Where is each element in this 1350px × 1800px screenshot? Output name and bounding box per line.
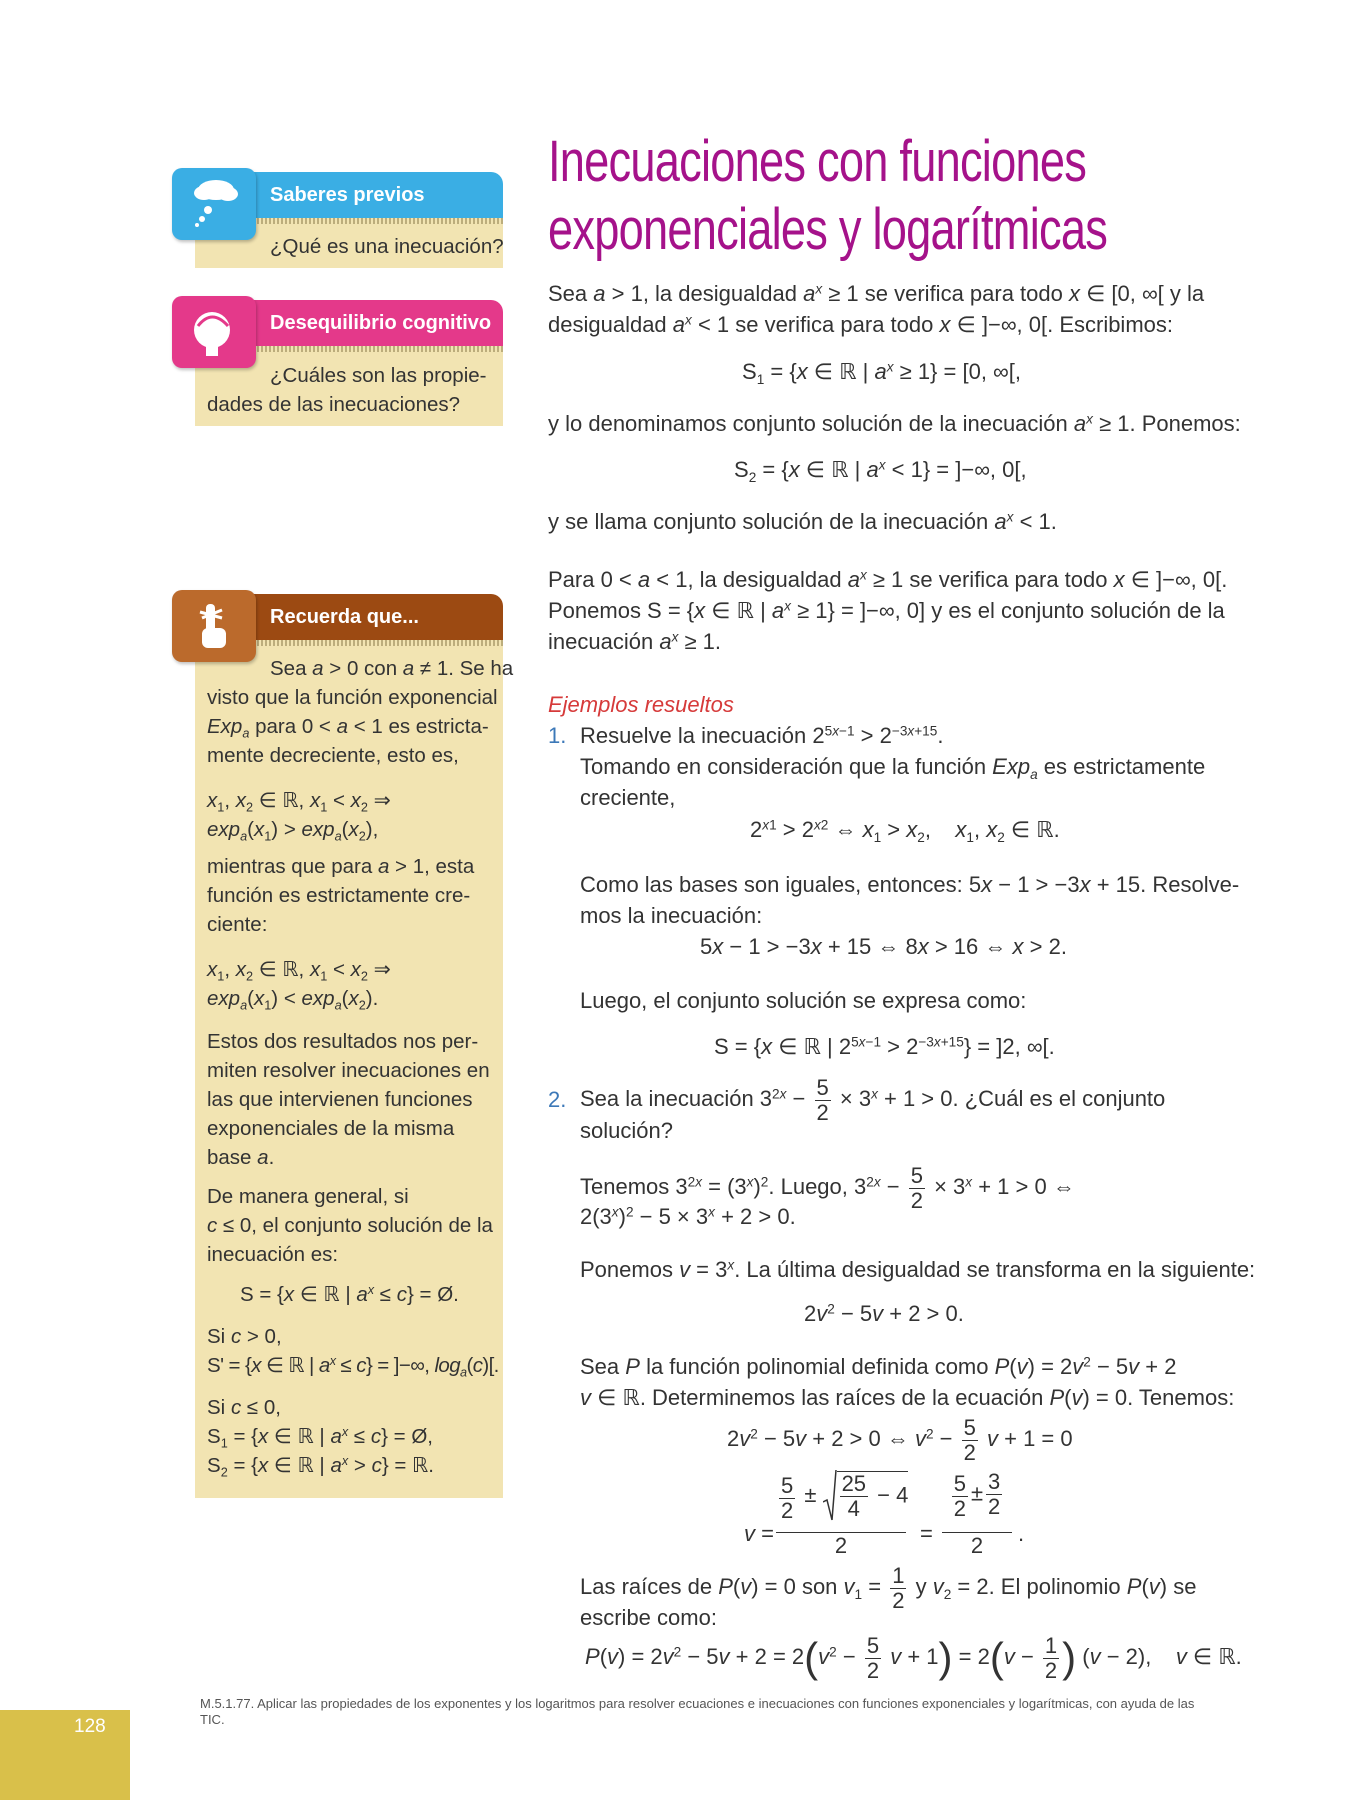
cloud-icon	[172, 168, 256, 240]
title-line-2: exponenciales y logarítmicas	[548, 197, 1108, 262]
recuerda-l11: $\exp_a(x_1) < \exp_a(x_2)$.	[207, 987, 379, 1013]
e1b: Tomando en consideración que la función Exp$_a$ es estrictamente	[580, 754, 1206, 782]
p3: y se llama conjunto solución de la inecuación $a^x < 1$.	[548, 509, 1057, 534]
sqrt-icon	[823, 1468, 837, 1524]
p4c: inecuación $a^x \ge 1$.	[548, 629, 722, 654]
recuerda-l15: exponenciales de la misma	[207, 1117, 455, 1140]
curriculum-note: M.5.1.77. Aplicar las propiedades de los exponentes y los logaritmos para resolver ecuaciones e inecuaciones con funciones exponenciales y logarítmicas, con ayuda de las TIC.	[200, 1696, 1195, 1727]
example-2-number: 2.	[548, 1087, 567, 1112]
page-number: 128	[74, 1716, 106, 1737]
saberes-header: Saberes previos	[225, 172, 503, 218]
e2eq2: $2v^2 - 5v + 2 > 0$ ⇔ $v^2$ − $\frac{5}{2}$ v + 1 = 0	[727, 1414, 1073, 1465]
p4b: Ponemos S = {x ∈ ℝ | $a^x \ge 1$} = ]−∞, 0] y es el conjunto solución de la	[548, 598, 1225, 623]
e2f: Sea P la función polinomial definida como $P(v) = 2v^2 - 5v + 2$	[580, 1354, 1177, 1379]
recuerda-l14: las que intervienen funciones	[207, 1088, 473, 1111]
recuerda-l12: Estos dos resultados nos per-	[207, 1030, 479, 1053]
recuerda-l4: mente decreciente, esto es,	[207, 744, 459, 767]
recuerda-l1: Sea a > 0 con a ≠ 1. Se ha	[270, 657, 514, 680]
p1b: desigualdad $a^x < 1$ se verifica para todo x ∈ ]−∞, 0[. Escribimos:	[548, 312, 1173, 337]
e2b: solución?	[580, 1118, 673, 1143]
p2: y lo denominamos conjunto solución de la inecuación $a^x \ge 1$. Ponemos:	[548, 411, 1241, 436]
recuerda-l20: S = {x ∈ ℝ | $a^x \le c$} = Ø.	[240, 1282, 459, 1306]
e2a: Sea la inecuación $3^{2x}$ − $\frac{5}{2}$ × $3^x + 1 > 0$. ¿Cuál es el conjunto	[580, 1074, 1166, 1125]
recuerda-l25: $S_2 = \{x$ ∈ ℝ | $a^x > c$} = ℝ.	[207, 1453, 434, 1480]
frac-5-2b: $\frac{5}{2}$	[910, 1162, 923, 1213]
recuerda-l10: $x_1$, $x_2$ ∈ ℝ, $x_1 < x_2$ ⇒	[207, 958, 391, 984]
recuerda-l6: $\exp_a(x_1) > \exp_a(x_2)$,	[207, 818, 379, 844]
recuerda-l24: $S_1 = \{x$ ∈ ℝ | $a^x \le c$} = Ø,	[207, 1424, 433, 1451]
recuerda-l13: miten resolver inecuaciones en	[207, 1059, 490, 1082]
desequilibrio-q2: dades de las inecuaciones?	[207, 393, 461, 416]
recuerda-l22: S' = {x ∈ ℝ | $a^x \le c$} = ]−∞, $\log_a(c)$[.	[207, 1353, 499, 1380]
recuerda-header: Recuerda que...	[225, 594, 503, 640]
recuerda-l19: inecuación es:	[207, 1243, 339, 1266]
e2eq1: $2v^2 - 5v + 2 > 0$.	[804, 1301, 964, 1326]
eq1: $S_1 = \{x$ ∈ ℝ | $a^x \ge 1\} = [0$, ∞[,	[742, 359, 1021, 387]
recuerda-l2: visto que la función exponencial	[207, 686, 498, 709]
ejemplos-heading: Ejemplos resueltos	[548, 692, 734, 717]
e1c: creciente,	[580, 785, 676, 810]
e1e: mos la inecuación:	[580, 903, 763, 928]
recuerda-l17: De manera general, si	[207, 1185, 409, 1208]
e2d: $2(3^x)^2 - 5 \times 3^x + 2 > 0$.	[580, 1204, 796, 1229]
eq2: $S_2 = \{x$ ∈ ℝ | $a^x < 1$} = ]−∞, 0[,	[734, 457, 1027, 485]
e1f: Luego, el conjunto solución se expresa como:	[580, 988, 1027, 1013]
recuerda-l8: función es estrictamente cre-	[207, 884, 471, 907]
e1a: Resuelve la inecuación $2^{5x-1} > 2^{-3x+15}$.	[580, 723, 944, 748]
e2h: Las raíces de P(v) = 0 son $v_1$ = $\frac{1}{2}$ y $v_2 = 2$. El polinomio P(v) se	[580, 1562, 1197, 1613]
e1eq1: $2^{x1} > 2^{x2}$ ⇔ $x_1 > x_2$, $x_1$, $x_2$ ∈ ℝ.	[750, 817, 1060, 845]
finger-knot-icon	[172, 590, 256, 662]
recuerda-l5: $x_1$, $x_2$ ∈ ℝ, $x_1 < x_2$ ⇒	[207, 789, 391, 815]
recuerda-l18: c ≤ 0, el conjunto solución de la	[207, 1214, 493, 1237]
e2g: v ∈ ℝ. Determinemos las raíces de la ecuación P(v) = 0. Tenemos:	[580, 1385, 1235, 1410]
frac-5-2c: $\frac{5}{2}$	[963, 1414, 976, 1465]
recuerda-l21: Si c > 0,	[207, 1325, 282, 1348]
recuerda-l3: Exp$_a$ para 0 < a < 1 es estricta-	[207, 715, 489, 741]
e1eq2: 5x − 1 > −3x + 15 ⇔ 8x > 16 ⇔ x > 2.	[700, 934, 1067, 959]
frac-5-2: $\frac{5}{2}$	[816, 1074, 829, 1125]
desequilibrio-q1: ¿Cuáles son las propie-	[270, 364, 487, 387]
e1d: Como las bases son iguales, entonces: 5x − 1 > −3x + 15. Resolve-	[580, 872, 1240, 897]
saberes-question: ¿Qué es una inecuación?	[270, 235, 504, 258]
desequilibrio-header: Desequilibrio cognitivo	[225, 300, 503, 346]
e2i: escribe como:	[580, 1605, 717, 1630]
e2e: Ponemos $v = 3^x$. La última desigualdad se transforma en la siguiente:	[580, 1257, 1256, 1282]
recuerda-l16: base a.	[207, 1146, 275, 1169]
example-1-number: 1.	[548, 723, 567, 748]
title-line-1: Inecuaciones con funciones	[548, 129, 1087, 194]
frac-1-2: $\frac{1}{2}$	[892, 1562, 905, 1613]
e2eq4: $P(v) = 2v^2 - 5v + 2 = 2(v^2$ − $\frac{5}{2}$ v + 1) = 2(v − $\frac{1}{2}$ ) (v − 2), v ∈ ℝ.	[585, 1632, 1242, 1683]
e1eq3: S = {x ∈ ℝ | $2^{5x-1} > 2^{-3x+15}\} = ]2$, ∞[.	[714, 1034, 1055, 1059]
e2c: Tenemos $3^{2x} = (3^x)^2$. Luego, $3^{2x}$ − $\frac{5}{2}$ × $3^x + 1 > 0$ ⇔	[580, 1162, 1075, 1213]
p1a: Sea a > 1, la desigualdad $a^x \ge 1$ se verifica para todo x ∈ [0, ∞[ y la	[548, 281, 1205, 306]
p4a: Para 0 < a < 1, la desigualdad $a^x \ge 1$ se verifica para todo x ∈ ]−∞, 0[.	[548, 567, 1228, 592]
recuerda-l7: mientras que para a > 1, esta	[207, 855, 475, 878]
page-number-bar	[0, 1710, 130, 1800]
page-title	[548, 128, 1107, 264]
recuerda-l9: ciente:	[207, 913, 268, 936]
recuerda-l23: Si c ≤ 0,	[207, 1396, 281, 1419]
head-icon	[172, 296, 256, 368]
